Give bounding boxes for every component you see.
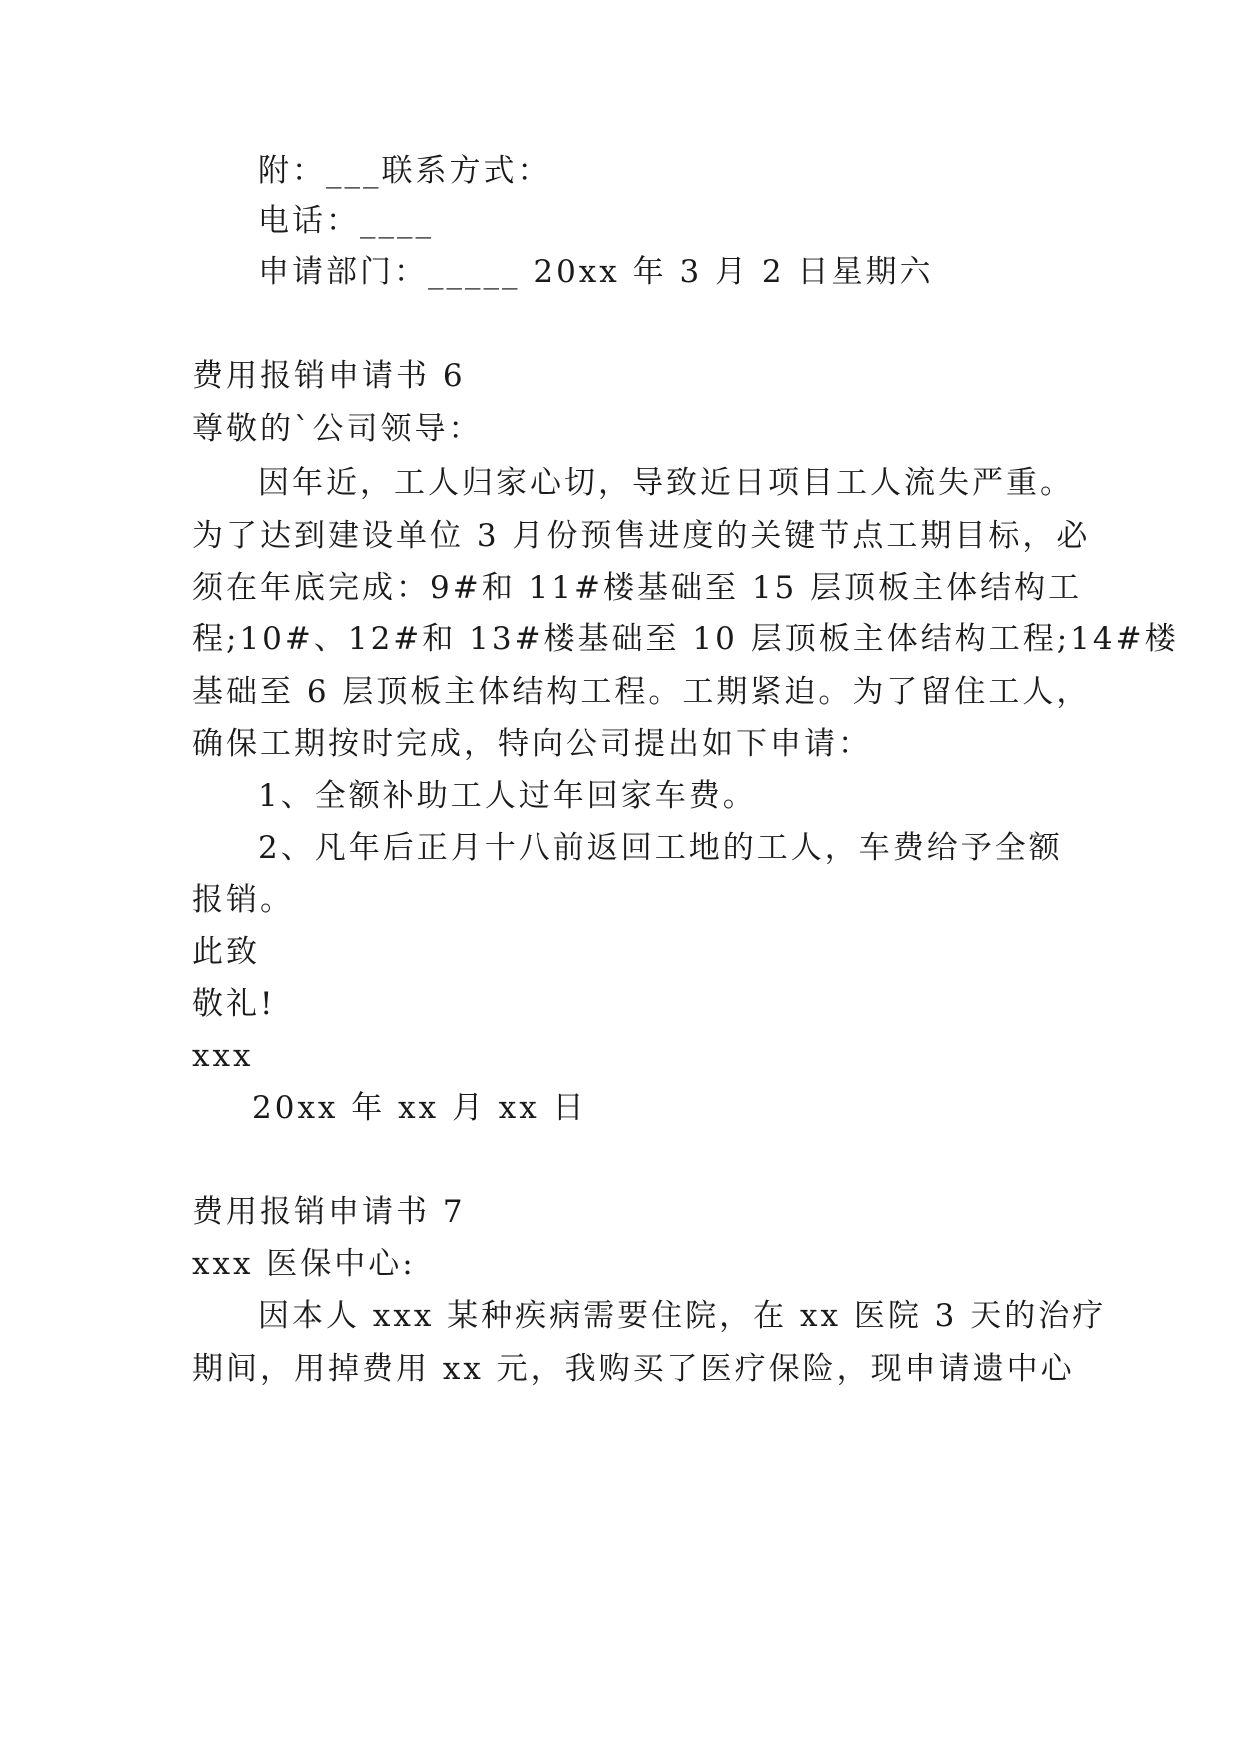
request-item-2-continued: 报销。 <box>192 882 294 918</box>
body-line: 基础至 6 层顶板主体结构工程。工期紧迫。为了留住工人， <box>192 674 1091 710</box>
department-date-line: 申请部门：_____ 20xx 年 3 月 2 日星期六 <box>258 254 934 290</box>
body-line: 因本人 xxx 某种疾病需要住院，在 xx 医院 3 天的治疗 <box>258 1298 1107 1334</box>
signature-date: 20xx 年 xx 月 xx 日 <box>252 1090 587 1126</box>
salutation: 尊敬的`公司领导： <box>192 411 483 447</box>
body-line: 期间，用掉费用 xx 元，我购买了医疗保险，现申请遗中心 <box>192 1351 1075 1387</box>
recipient: xxx 医保中心: <box>192 1246 416 1282</box>
request-item-1: 1、全额补助工人过年回家车费。 <box>258 778 757 814</box>
request-item-2: 2、凡年后正月十八前返回工地的工人，车费给予全额 <box>258 830 1063 866</box>
body-line: 因年近，工人归家心切，导致近日项目工人流失严重。 <box>258 465 1074 501</box>
body-line: 须在年底完成：9#和 11#楼基础至 15 层顶板主体结构工 <box>192 570 1083 606</box>
section-title-7: 费用报销申请书 7 <box>192 1194 466 1230</box>
body-line: 确保工期按时完成，特向公司提出如下申请： <box>192 726 872 762</box>
body-line: 程;10#、12#和 13#楼基础至 10 层顶板主体结构工程;14#楼 <box>192 621 1179 657</box>
section-title-6: 费用报销申请书 6 <box>192 358 466 394</box>
closing-salutation: 此致 <box>192 934 260 970</box>
signer-name: xxx <box>192 1038 254 1074</box>
attachment-contact-line: 附：___联系方式： <box>258 153 552 189</box>
body-line: 为了达到建设单位 3 月份预售进度的关键节点工期目标，必 <box>192 518 1091 554</box>
closing-regards: 敬礼! <box>192 986 276 1022</box>
phone-line: 电话：____ <box>258 203 434 239</box>
